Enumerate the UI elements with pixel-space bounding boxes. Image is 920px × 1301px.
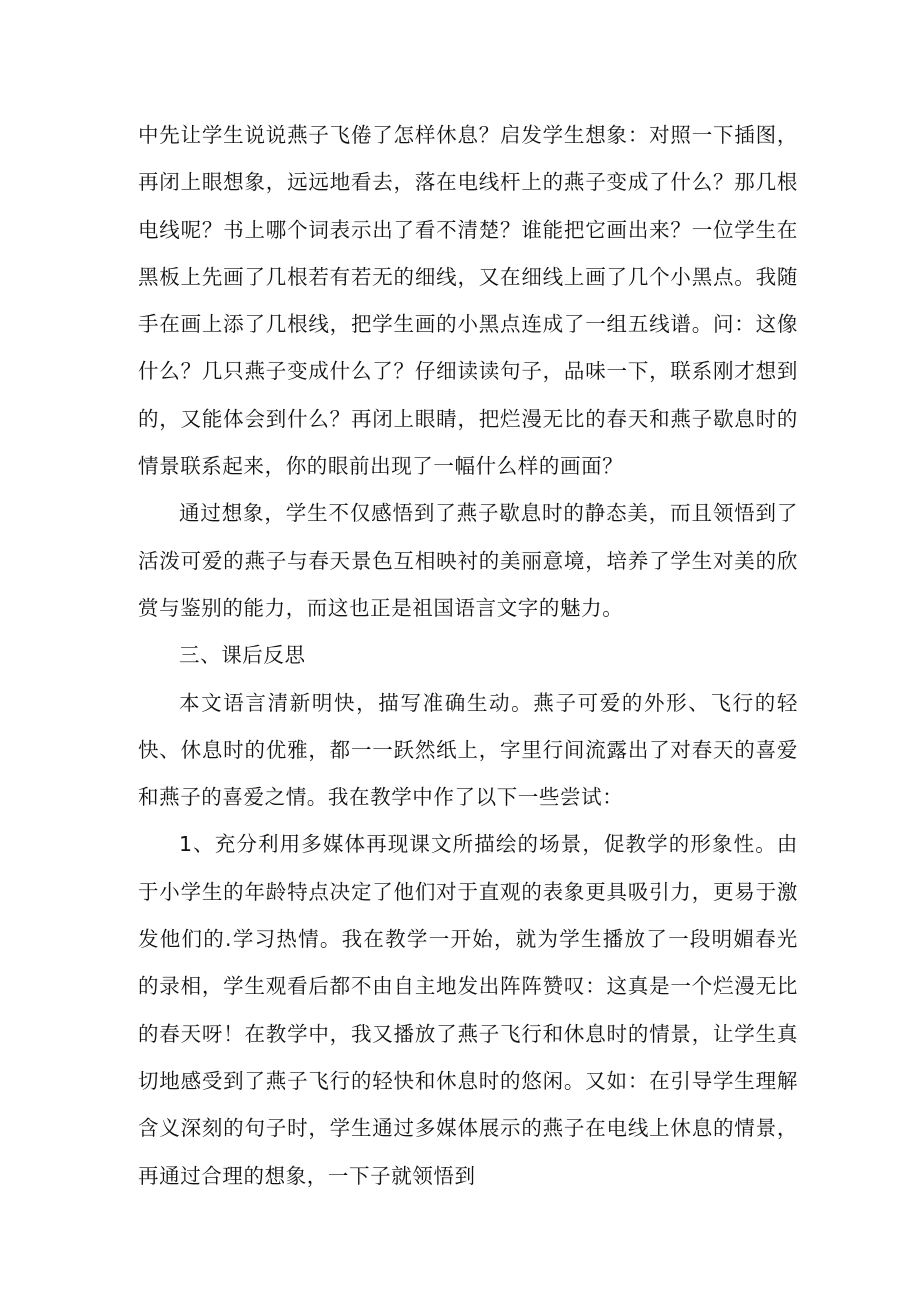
document-body [138,112,798,1200]
section-heading: 三、课后反思 [179,643,306,668]
paragraph-2: 通过想象，学生不仅感悟到了燕子歇息时的静态美，而且领悟到了活泼可爱的燕子与春天景色互相映衬的美丽意境，培养了学生对美的欣赏与鉴别的能力，而这也正是祖国语言文字的魅力。 [138,501,798,620]
paragraph-3: 本文语言清新明快，描写准确生动。燕子可爱的外形、飞行的轻快、休息时的优雅，都一一跃然纸上，字里行间流露出了对春天的喜爱和燕子的喜爱之情。我在教学中作了以下一些尝试： [138,690,798,810]
paragraph-1: 中先让学生说说燕子飞倦了怎样休息？启发学生想象：对照一下插图，再闭上眼想象，远远地看去，落在电线杆上的燕子变成了什么？那几根电线呢？书上哪个词表示出了看不清楚？谁能把它画出来？一位学生在黑板上先画了几根若有若无的细线，又在细线上画了几个小黑点。我随手在画上添了几根线，把学生画的小黑点连成了一组五线谱。问：这像什么？几只燕子变成什么了？仔细读读句子，品味一下，联系刚才想到的，又能体会到什么？再闭上眼睛，把烂漫无比的春天和燕子歇息时的情景联系起来，你的眼前出现了一幅什么样的画面？ [138,123,798,479]
paragraph-4: 1、充分利用多媒体再现课文所描绘的场景，促教学的形象性。由于小学生的年龄特点决定了他们对于直观的表象更具吸引力，更易于激发他们的.学习热情。我在教学一开始，就为学生播放了一段明媚春光的录相，学生观看后都不由自主地发出阵阵赞叹：这真是一个烂漫无比的春天呀！在教学中，我又播放了燕子飞行和休息时的情景，让学生真切地感受到了燕子飞行的轻快和休息时的悠闲。又如：在引导学生理解含义深刻的句子时，学生通过多媒体展示的燕子在电线上休息的情景，再通过合理的想象，一下子就领悟到 [138,832,798,1188]
